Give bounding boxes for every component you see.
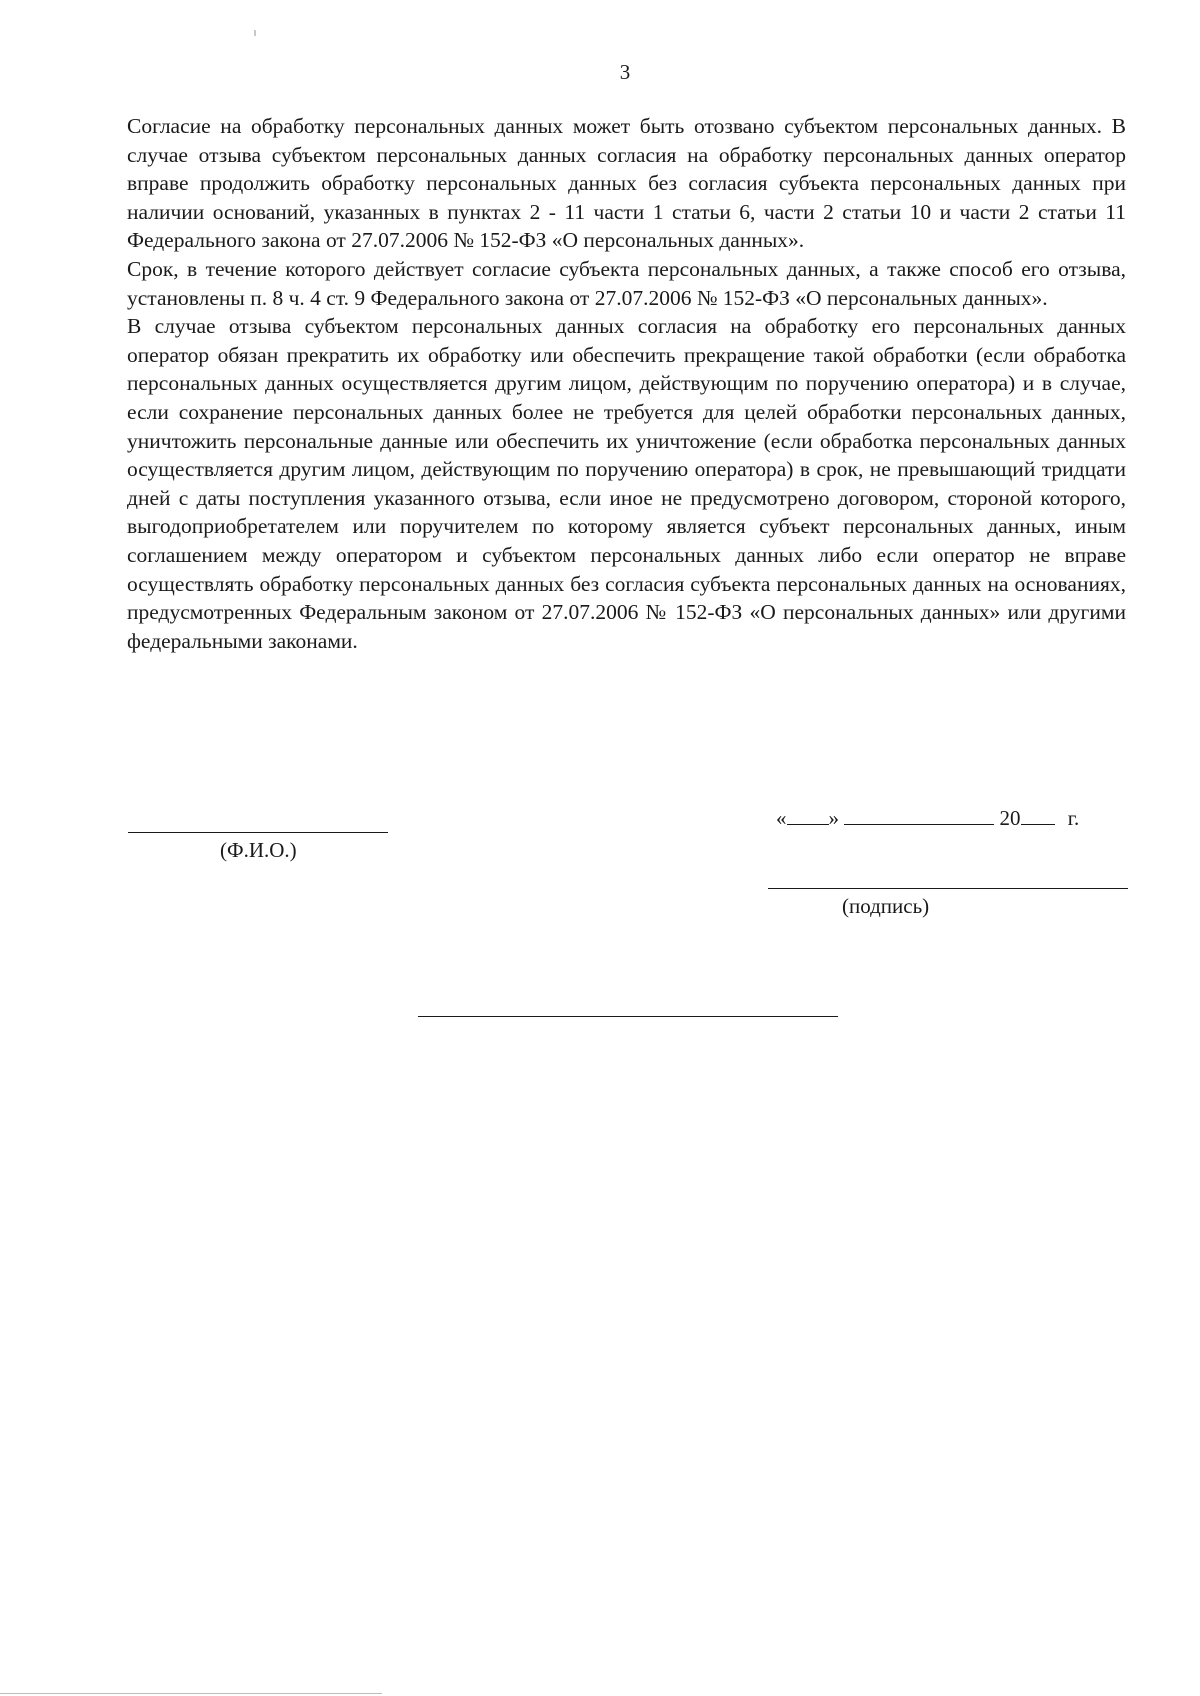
document-body — [127, 112, 1126, 655]
paragraph-consent-withdrawal: Согласие на обработку персональных данных может быть отозвано субъектом персональных данных. В случае отзыва субъектом персональных данных согласия на обработку персональных данных оператор вправе продолжить обработку персональных данных без согласия субъекта персональных данных при наличии оснований, указанных в пунктах 2 - 11 части 1 статьи 6, части 2 статьи 10 и части 2 статьи 11 Федерального закона от 27.07.2006 № 152-ФЗ «О персональных данных». — [127, 114, 1126, 253]
date-field — [776, 806, 1079, 831]
page-number: 3 — [619, 60, 631, 84]
day-blank — [787, 806, 829, 825]
year-blank — [1021, 806, 1055, 825]
fio-label: (Ф.И.О.) — [220, 838, 297, 862]
scan-speck — [254, 30, 256, 36]
date-open-quote: « — [776, 806, 787, 830]
year-suffix: г. — [1067, 806, 1080, 830]
month-blank — [844, 806, 994, 825]
paragraph-operator-obligations: В случае отзыва субъектом персональных данных согласия на обработку его персональных данных оператор обязан прекратить их обработку или обеспечить прекращение такой обработки (если обработка персональных данных осуществляется другим лицом, действующим по поручению оператора) и в случае, если сохранение персональных данных более не требуется для целей обработки персональных данных, уничтожить персональные данные или обеспечить их уничтожение (если обработка персональных данных осуществляется другим лицом, действующим по поручению оператора) в срок, не превышающий тридцати дней с даты поступления указанного отзыва, если иное не предусмотрено договором, стороной которого, выгодоприобретателем или поручителем по которому является субъект персональных данных, иным соглашением между оператором и субъектом персональных данных либо если оператор не вправе осуществлять обработку персональных данных без согласия субъекта персональных данных на основаниях, предусмотренных Федеральным законом от 27.07.2006 № 152-ФЗ «О персональных данных» или другими федеральными законами. — [127, 314, 1126, 653]
fio-line — [128, 832, 388, 833]
separator-line — [418, 1016, 838, 1017]
signature-label: (подпись) — [842, 894, 930, 918]
scan-edge-line — [0, 1693, 382, 1694]
date-close-quote: » — [828, 806, 839, 830]
paragraph-consent-term: Срок, в течение которого действует согласие субъекта персональных данных, а также способ его отзыва, установлены п. 8 ч. 4 ст. 9 Федерального закона от 27.07.2006 № 152-ФЗ «О персональных данных». — [127, 256, 1126, 310]
year-prefix: 20 — [999, 806, 1021, 830]
signature-line — [768, 888, 1128, 889]
